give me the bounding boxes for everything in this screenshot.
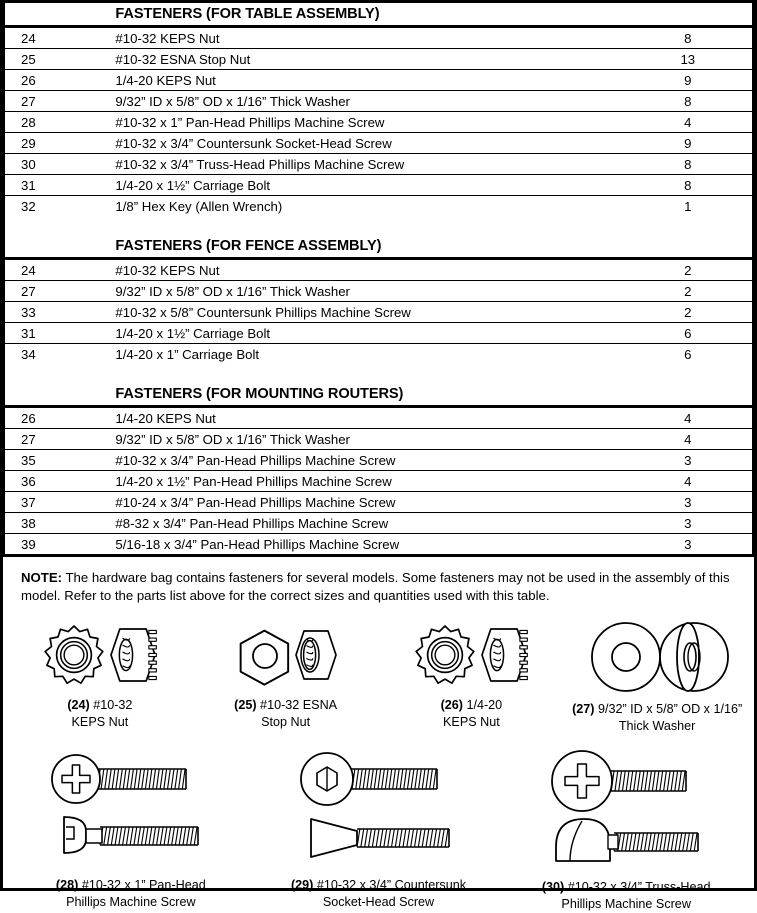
table-bottom-rule xyxy=(3,556,754,558)
section-header-spacer xyxy=(3,383,111,407)
part-quantity-cell: 4 xyxy=(650,112,754,133)
table-row xyxy=(3,471,754,492)
hardware-figure-24 xyxy=(7,619,193,735)
hardware-figure-ref: (24) xyxy=(67,698,90,713)
hardware-figure-caption xyxy=(67,697,132,731)
part-description-cell: 9/32” ID x 5/8” OD x 1/16” Thick Washer xyxy=(111,91,649,112)
part-description-cell: 5/16-18 x 3/4” Pan-Head Phillips Machine Screw xyxy=(111,534,649,556)
part-number-cell: 26 xyxy=(3,407,111,429)
hardware-figure-line1: #10-32 x 3/4” Countersunk xyxy=(313,878,467,893)
part-number-cell: 31 xyxy=(3,323,111,344)
part-number-cell: 28 xyxy=(3,112,111,133)
section-title: FASTENERS (FOR FENCE ASSEMBLY) xyxy=(111,235,649,259)
table-row xyxy=(3,513,754,534)
part-description-cell: 1/4-20 x 1½” Pan-Head Phillips Machine Screw xyxy=(111,471,649,492)
part-quantity-cell: 6 xyxy=(650,344,754,365)
hardware-figure-25 xyxy=(193,619,379,735)
table-row xyxy=(3,407,754,429)
section-header-qty-spacer xyxy=(650,235,754,259)
part-quantity-cell: 9 xyxy=(650,133,754,154)
part-description-cell: #10-32 x 3/4” Countersunk Socket-Head Screw xyxy=(111,133,649,154)
table-right-rule xyxy=(752,3,754,557)
keps-nut-icon xyxy=(41,619,159,691)
hardware-figure-ref: (30) xyxy=(541,880,565,895)
esna-stop-nut-icon xyxy=(230,619,342,691)
hardware-figure-ref: (28) xyxy=(55,878,79,893)
part-description-cell: #10-32 x 3/4” Truss-Head Phillips Machine Screw xyxy=(111,154,649,175)
part-description-cell: #8-32 x 3/4” Pan-Head Phillips Machine Screw xyxy=(111,513,649,534)
part-quantity-cell: 3 xyxy=(650,492,754,513)
table-row xyxy=(3,133,754,154)
fasteners-table xyxy=(3,3,754,557)
hardware-figure-caption xyxy=(441,697,503,731)
truss-head-phillips-screw-icon xyxy=(540,751,712,873)
part-number-cell: 25 xyxy=(3,49,111,70)
part-quantity-cell: 4 xyxy=(650,471,754,492)
table-row xyxy=(3,534,754,556)
part-number-cell: 30 xyxy=(3,154,111,175)
hardware-figure-caption xyxy=(234,697,337,731)
hardware-figure-line2: Phillips Machine Screw xyxy=(66,895,196,910)
part-number-cell: 27 xyxy=(3,429,111,450)
part-quantity-cell: 3 xyxy=(650,450,754,471)
countersunk-socket-head-screw-icon xyxy=(295,751,463,871)
hardware-figures-row-1 xyxy=(3,611,754,735)
table-left-rule xyxy=(3,3,5,557)
table-row xyxy=(3,302,754,323)
part-description-cell: #10-24 x 3/4” Pan-Head Phillips Machine Screw xyxy=(111,492,649,513)
hardware-figure-line2: Stop Nut xyxy=(261,715,311,730)
table-row xyxy=(3,154,754,175)
part-number-cell: 24 xyxy=(3,27,111,49)
part-quantity-cell: 2 xyxy=(650,302,754,323)
table-spacer-row xyxy=(3,364,754,383)
hardware-figures-row-2 xyxy=(3,735,754,913)
table-row xyxy=(3,27,754,49)
hardware-figure-line1: #10-32 x 3/4” Truss-Head xyxy=(564,880,711,895)
part-number-cell: 26 xyxy=(3,70,111,91)
part-quantity-cell: 9 xyxy=(650,70,754,91)
section-header-fence-assembly xyxy=(3,235,754,259)
part-number-cell: 27 xyxy=(3,281,111,302)
table-row xyxy=(3,281,754,302)
section-title: FASTENERS (FOR MOUNTING ROUTERS) xyxy=(111,383,649,407)
part-quantity-cell: 8 xyxy=(650,27,754,49)
part-description-cell: 9/32” ID x 5/8” OD x 1/16” Thick Washer xyxy=(111,429,649,450)
hardware-figure-line2: Socket-Head Screw xyxy=(322,895,435,910)
table-bottom-rule-cell xyxy=(3,556,754,558)
part-description-cell: 1/8” Hex Key (Allen Wrench) xyxy=(111,196,649,217)
part-description-cell: #10-32 x 5/8” Countersunk Phillips Machine Screw xyxy=(111,302,649,323)
table-row xyxy=(3,429,754,450)
hardware-figure-ref: (27) xyxy=(572,702,595,717)
part-number-cell: 37 xyxy=(3,492,111,513)
part-number-cell: 29 xyxy=(3,133,111,154)
part-number-cell: 39 xyxy=(3,534,111,556)
part-number-cell: 31 xyxy=(3,175,111,196)
part-quantity-cell: 4 xyxy=(650,429,754,450)
part-description-cell: 1/4-20 x 1½” Carriage Bolt xyxy=(111,323,649,344)
part-description-cell: 1/4-20 KEPS Nut xyxy=(111,407,649,429)
section-header-qty-spacer xyxy=(650,383,754,407)
table-row xyxy=(3,175,754,196)
hardware-figure-line2: KEPS Nut xyxy=(443,715,500,730)
hardware-figure-ref: (29) xyxy=(290,878,314,893)
part-number-cell: 27 xyxy=(3,91,111,112)
part-number-cell: 32 xyxy=(3,196,111,217)
hardware-figure-line2: Phillips Machine Screw xyxy=(561,897,691,912)
part-description-cell: #10-32 ESNA Stop Nut xyxy=(111,49,649,70)
part-description-cell: 1/4-20 x 1½” Carriage Bolt xyxy=(111,175,649,196)
part-number-cell: 24 xyxy=(3,259,111,281)
section-header-mounting-routers xyxy=(3,383,754,407)
part-number-cell: 36 xyxy=(3,471,111,492)
table-spacer-row xyxy=(3,216,754,235)
table-row xyxy=(3,49,754,70)
section-header-spacer xyxy=(3,3,111,27)
part-quantity-cell: 8 xyxy=(650,154,754,175)
part-quantity-cell: 3 xyxy=(650,513,754,534)
table-row xyxy=(3,450,754,471)
part-quantity-cell: 8 xyxy=(650,175,754,196)
spacer-cell xyxy=(3,216,754,235)
part-quantity-cell: 3 xyxy=(650,534,754,556)
table-row xyxy=(3,323,754,344)
section-header-table-assembly xyxy=(3,3,754,27)
part-description-cell: 9/32” ID x 5/8” OD x 1/16” Thick Washer xyxy=(111,281,649,302)
note-label: NOTE: xyxy=(21,570,63,585)
thick-washer-icon xyxy=(582,619,732,695)
hardware-figure-caption xyxy=(56,877,206,911)
table-row xyxy=(3,492,754,513)
hardware-figure-26 xyxy=(379,619,565,735)
spacer-cell xyxy=(3,364,754,383)
part-description-cell: 1/4-20 x 1” Carriage Bolt xyxy=(111,344,649,365)
part-quantity-cell: 4 xyxy=(650,407,754,429)
hardware-figure-ref: (25) xyxy=(234,698,257,713)
part-quantity-cell: 2 xyxy=(650,259,754,281)
hardware-figure-ref: (26) xyxy=(440,698,463,713)
hardware-figure-line1: #10-32 x 1” Pan-Head xyxy=(78,878,206,893)
pan-head-phillips-screw-icon xyxy=(46,751,216,871)
section-title: FASTENERS (FOR TABLE ASSEMBLY) xyxy=(111,3,649,27)
fasteners-tables xyxy=(3,3,754,557)
hardware-figure-line1: 1/4-20 xyxy=(462,698,503,713)
table-row xyxy=(3,70,754,91)
part-quantity-cell: 2 xyxy=(650,281,754,302)
part-description-cell: #10-32 x 1” Pan-Head Phillips Machine Screw xyxy=(111,112,649,133)
part-quantity-cell: 13 xyxy=(650,49,754,70)
hardware-figure-28 xyxy=(7,751,255,913)
part-number-cell: 34 xyxy=(3,344,111,365)
hardware-figure-line2: Thick Washer xyxy=(618,719,696,734)
hardware-figure-caption xyxy=(572,701,742,735)
table-row xyxy=(3,344,754,365)
part-quantity-cell: 8 xyxy=(650,91,754,112)
part-quantity-cell: 1 xyxy=(650,196,754,217)
hardware-figure-caption xyxy=(542,879,711,913)
part-number-cell: 35 xyxy=(3,450,111,471)
hardware-figure-30 xyxy=(502,751,750,913)
section-header-spacer xyxy=(3,235,111,259)
hardware-figure-line1: #10-32 xyxy=(89,698,133,713)
table-row xyxy=(3,196,754,217)
part-description-cell: #10-32 KEPS Nut xyxy=(111,259,649,281)
part-quantity-cell: 6 xyxy=(650,323,754,344)
hardware-figure-27 xyxy=(564,619,750,735)
table-row xyxy=(3,91,754,112)
hardware-figure-line2: KEPS Nut xyxy=(71,715,129,730)
part-description-cell: 1/4-20 KEPS Nut xyxy=(111,70,649,91)
hardware-figure-line1: #10-32 ESNA xyxy=(256,698,338,713)
note-block xyxy=(3,557,754,611)
keps-nut-icon xyxy=(412,619,530,691)
part-description-cell: #10-32 KEPS Nut xyxy=(111,27,649,49)
section-header-qty-spacer xyxy=(650,3,754,27)
table-row xyxy=(3,112,754,133)
hardware-figure-line1: 9/32” ID x 5/8” OD x 1/16” xyxy=(594,702,743,717)
part-description-cell: #10-32 x 3/4” Pan-Head Phillips Machine Screw xyxy=(111,450,649,471)
part-number-cell: 38 xyxy=(3,513,111,534)
part-number-cell: 33 xyxy=(3,302,111,323)
hardware-figure-29 xyxy=(255,751,503,913)
note-text: The hardware bag contains fasteners for several models. Some fasteners may not be used in the assembly of this model. Refer to the parts list above for the correct sizes and quantities used with this table. xyxy=(21,570,730,604)
hardware-figure-caption xyxy=(291,877,466,911)
table-row xyxy=(3,259,754,281)
